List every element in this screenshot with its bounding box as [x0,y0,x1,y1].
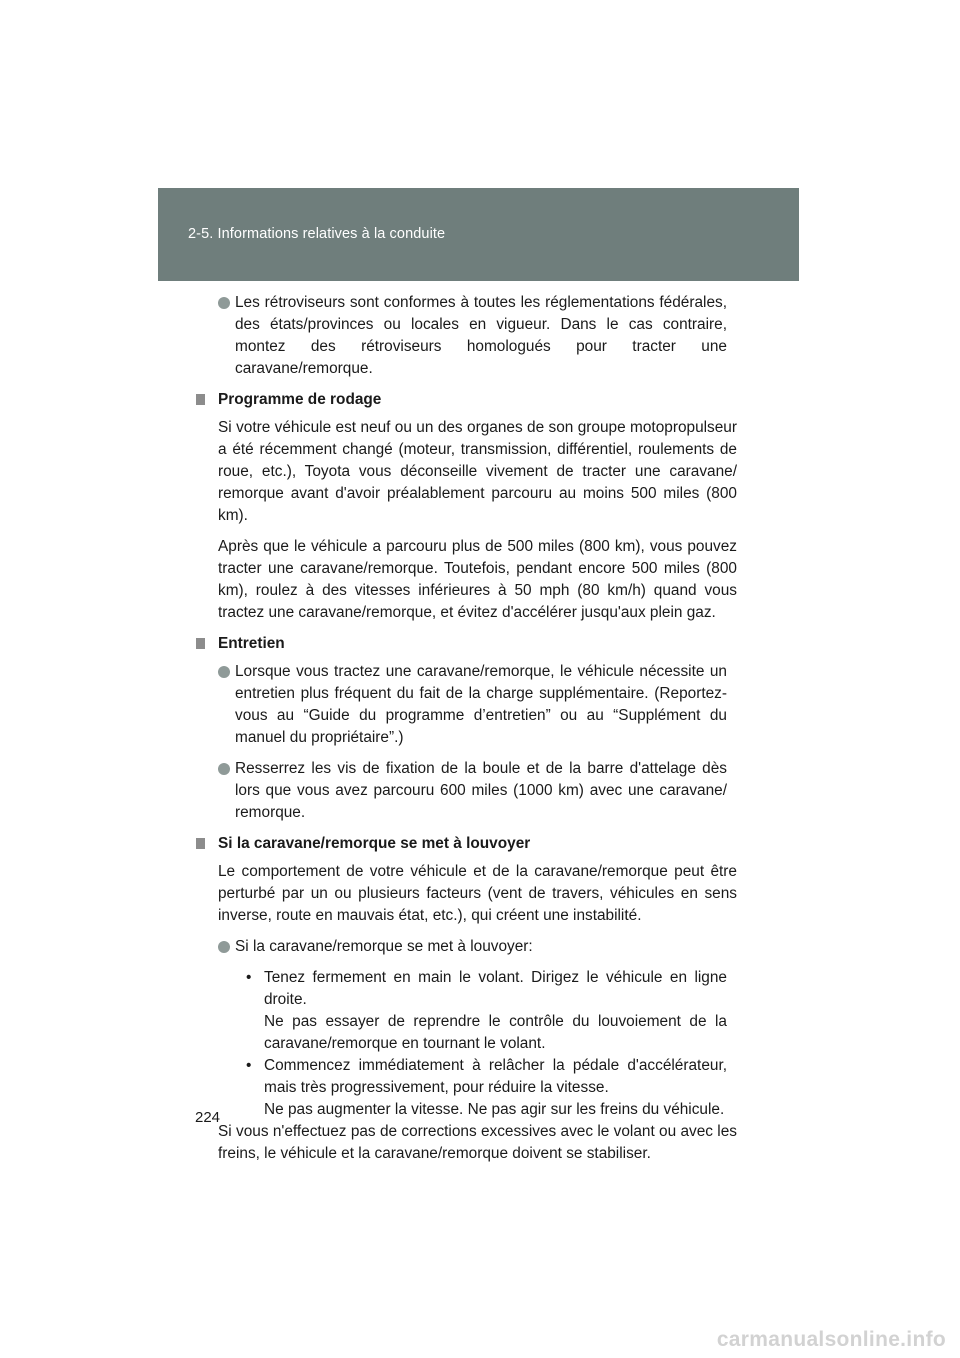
page-content [196,292,737,1165]
heading-square-icon [196,394,205,405]
louvoyer-paragraph-1: Le comportement de votre véhicule et de la caravane/remorque peut être perturbé par un ou plusieurs facteurs (vent de travers, véhicules en sens inverse, route en mauvais état, etc.), qui créent une instabilité. [218,863,737,924]
chapter-header-bar [158,188,799,281]
chapter-title: 2-5. Informations relatives à la conduite [188,226,446,242]
step-1-line-a: Tenez fermement en main le volant. Dirigez le véhicule en ligne droite. [264,969,727,1008]
heading-text: Entretien [218,635,285,652]
heading-text: Si la caravane/remorque se met à louvoyer [218,835,531,852]
step-bullet-icon: • [246,1057,252,1074]
heading-square-icon [196,838,205,849]
rodage-paragraph-1: Si votre véhicule est neuf ou un des organes de son groupe motopropulseur a été récemment changé (moteur, transmission, différentiel, roulements de roue, etc.), Toyota vous déconseille vivement de tracter une caravane/ remorque avant d'avoir préalablement parcouru au moins 500 miles (800 km). [218,419,737,524]
rodage-paragraph-2: Après que le véhicule a parcouru plus de 500 miles (800 km), vous pouvez tracter une caravane/remorque. Toutefois, pendant encore 500 miles (800 km), roulez à des vitesses inférieures à 50 mph (80 km/h) quand vous tractez une caravane/remorque, et évitez d'accélérer jusqu'aux plein gaz. [218,538,737,621]
entretien-bullet-1-text: Lorsque vous tractez une caravane/remorque, le véhicule nécessite un entretien plus fréquent du fait de la charge supplémentaire. (Reportez-vous au “Guide du programme d’entretien” ou au “Supplément du manuel du propriétaire”.) [235,663,727,746]
louvoyer-closing-paragraph: Si vous n'effectuez pas de corrections excessives avec le volant ou avec les freins, le véhicule et la caravane/remorque doivent se stabiliser. [218,1123,737,1162]
heading-square-icon [196,638,205,649]
step-bullet-icon: • [246,969,252,986]
louvoyer-bullet-1-text: Si la caravane/remorque se met à louvoyer: [235,938,533,955]
louvoyer-step-2 [246,1055,727,1121]
heading-entretien [196,633,737,655]
entretien-bullet-1 [218,661,727,749]
intro-bullet-text: Les rétroviseurs sont conformes à toutes les réglementations fédérales, des états/provinces ou locales en vigueur. Dans le cas contraire, montez des rétroviseurs homologués pour tracter une caravane/remorque. [235,294,727,377]
page-number: 224 [195,1109,221,1126]
intro-bullet [218,292,727,380]
heading-programme-rodage [196,389,737,411]
entretien-bullet-2-text: Resserrez les vis de fixation de la boule et de la barre d'attelage dès lors que vous avez parcouru 600 miles (1000 km) avec une caravane/ remorque. [235,760,727,821]
bullet-circle-icon [218,666,230,678]
louvoyer-step-1 [246,967,727,1055]
louvoyer-bullet-1 [218,936,727,958]
bullet-circle-icon [218,941,230,953]
bullet-circle-icon [218,763,230,775]
bullet-circle-icon [218,297,230,309]
step-2-line-a: Commencez immédiatement à relâcher la pédale d'accélérateur, mais très progressivement, pour réduire la vitesse. [264,1057,727,1096]
entretien-bullet-2 [218,758,727,824]
heading-louvoyer [196,833,737,855]
step-2-line-b: Ne pas augmenter la vitesse. Ne pas agir sur les freins du véhicule. [264,1101,725,1118]
watermark-logo: carmanualsonline.info [716,1328,946,1351]
heading-text: Programme de rodage [218,391,382,408]
step-1-line-b: Ne pas essayer de reprendre le contrôle du louvoiement de la caravane/remorque en tournant le volant. [264,1013,727,1052]
